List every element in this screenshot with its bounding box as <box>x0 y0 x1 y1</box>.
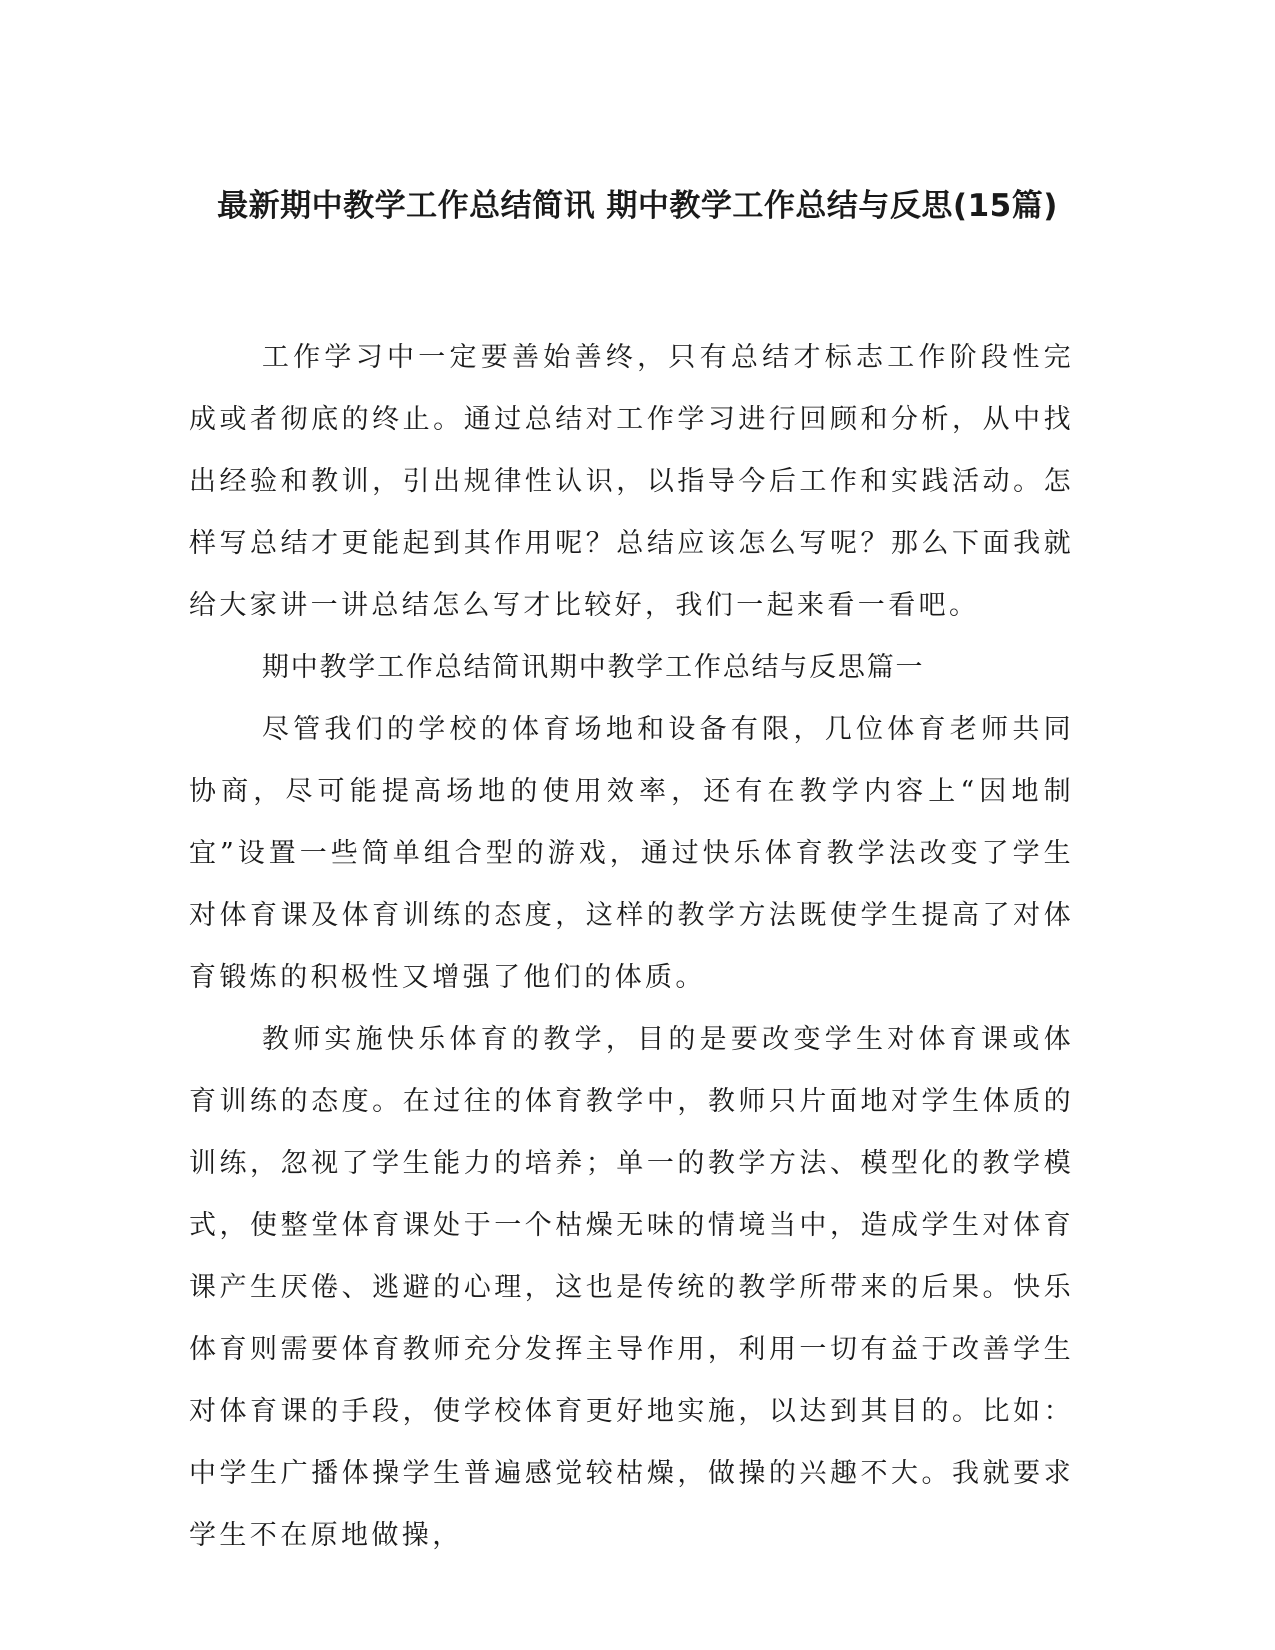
document-body <box>189 327 1074 1567</box>
intro-paragraph: 工作学习中一定要善始善终，只有总结才标志工作阶段性完成或者彻底的终止。通过总结对工作学习进行回顾和分析，从中找出经验和教训，引出规律性认识，以指导今后工作和实践活动。怎样写总结才更能起到其作用呢？总结应该怎么写呢？那么下面我就给大家讲一讲总结怎么写才比较好，我们一起来看一看吧。 <box>189 342 1074 621</box>
body-paragraph: 尽管我们的学校的体育场地和设备有限，几位体育老师共同协商，尽可能提高场地的使用效率，还有在教学内容上“因地制宜”设置一些简单组合型的游戏，通过快乐体育教学法改变了学生对体育课及体育训练的态度，这样的教学方法既使学生提高了对体育锻炼的积极性又增强了他们的体质。 <box>189 714 1074 993</box>
body-paragraph: 教师实施快乐体育的教学，目的是要改变学生对体育课或体育训练的态度。在过往的体育教学中，教师只片面地对学生体质的训练，忽视了学生能力的培养；单一的教学方法、模型化的教学模式，使整堂体育课处于一个枯燥无味的情境当中，造成学生对体育课产生厌倦、逃避的心理，这也是传统的教学所带来的后果。快乐体育则需要体育教师充分发挥主导作用，利用一切有益于改善学生对体育课的手段，使学校体育更好地实施，以达到其目的。比如：中学生广播体操学生普遍感觉较枯燥，做操的兴趣不大。我就要求学生不在原地做操， <box>189 1024 1074 1551</box>
document-title: 最新期中教学工作总结简讯 期中教学工作总结与反思(15篇) <box>217 188 1058 224</box>
section-heading: 期中教学工作总结简讯期中教学工作总结与反思篇一 <box>261 652 925 683</box>
